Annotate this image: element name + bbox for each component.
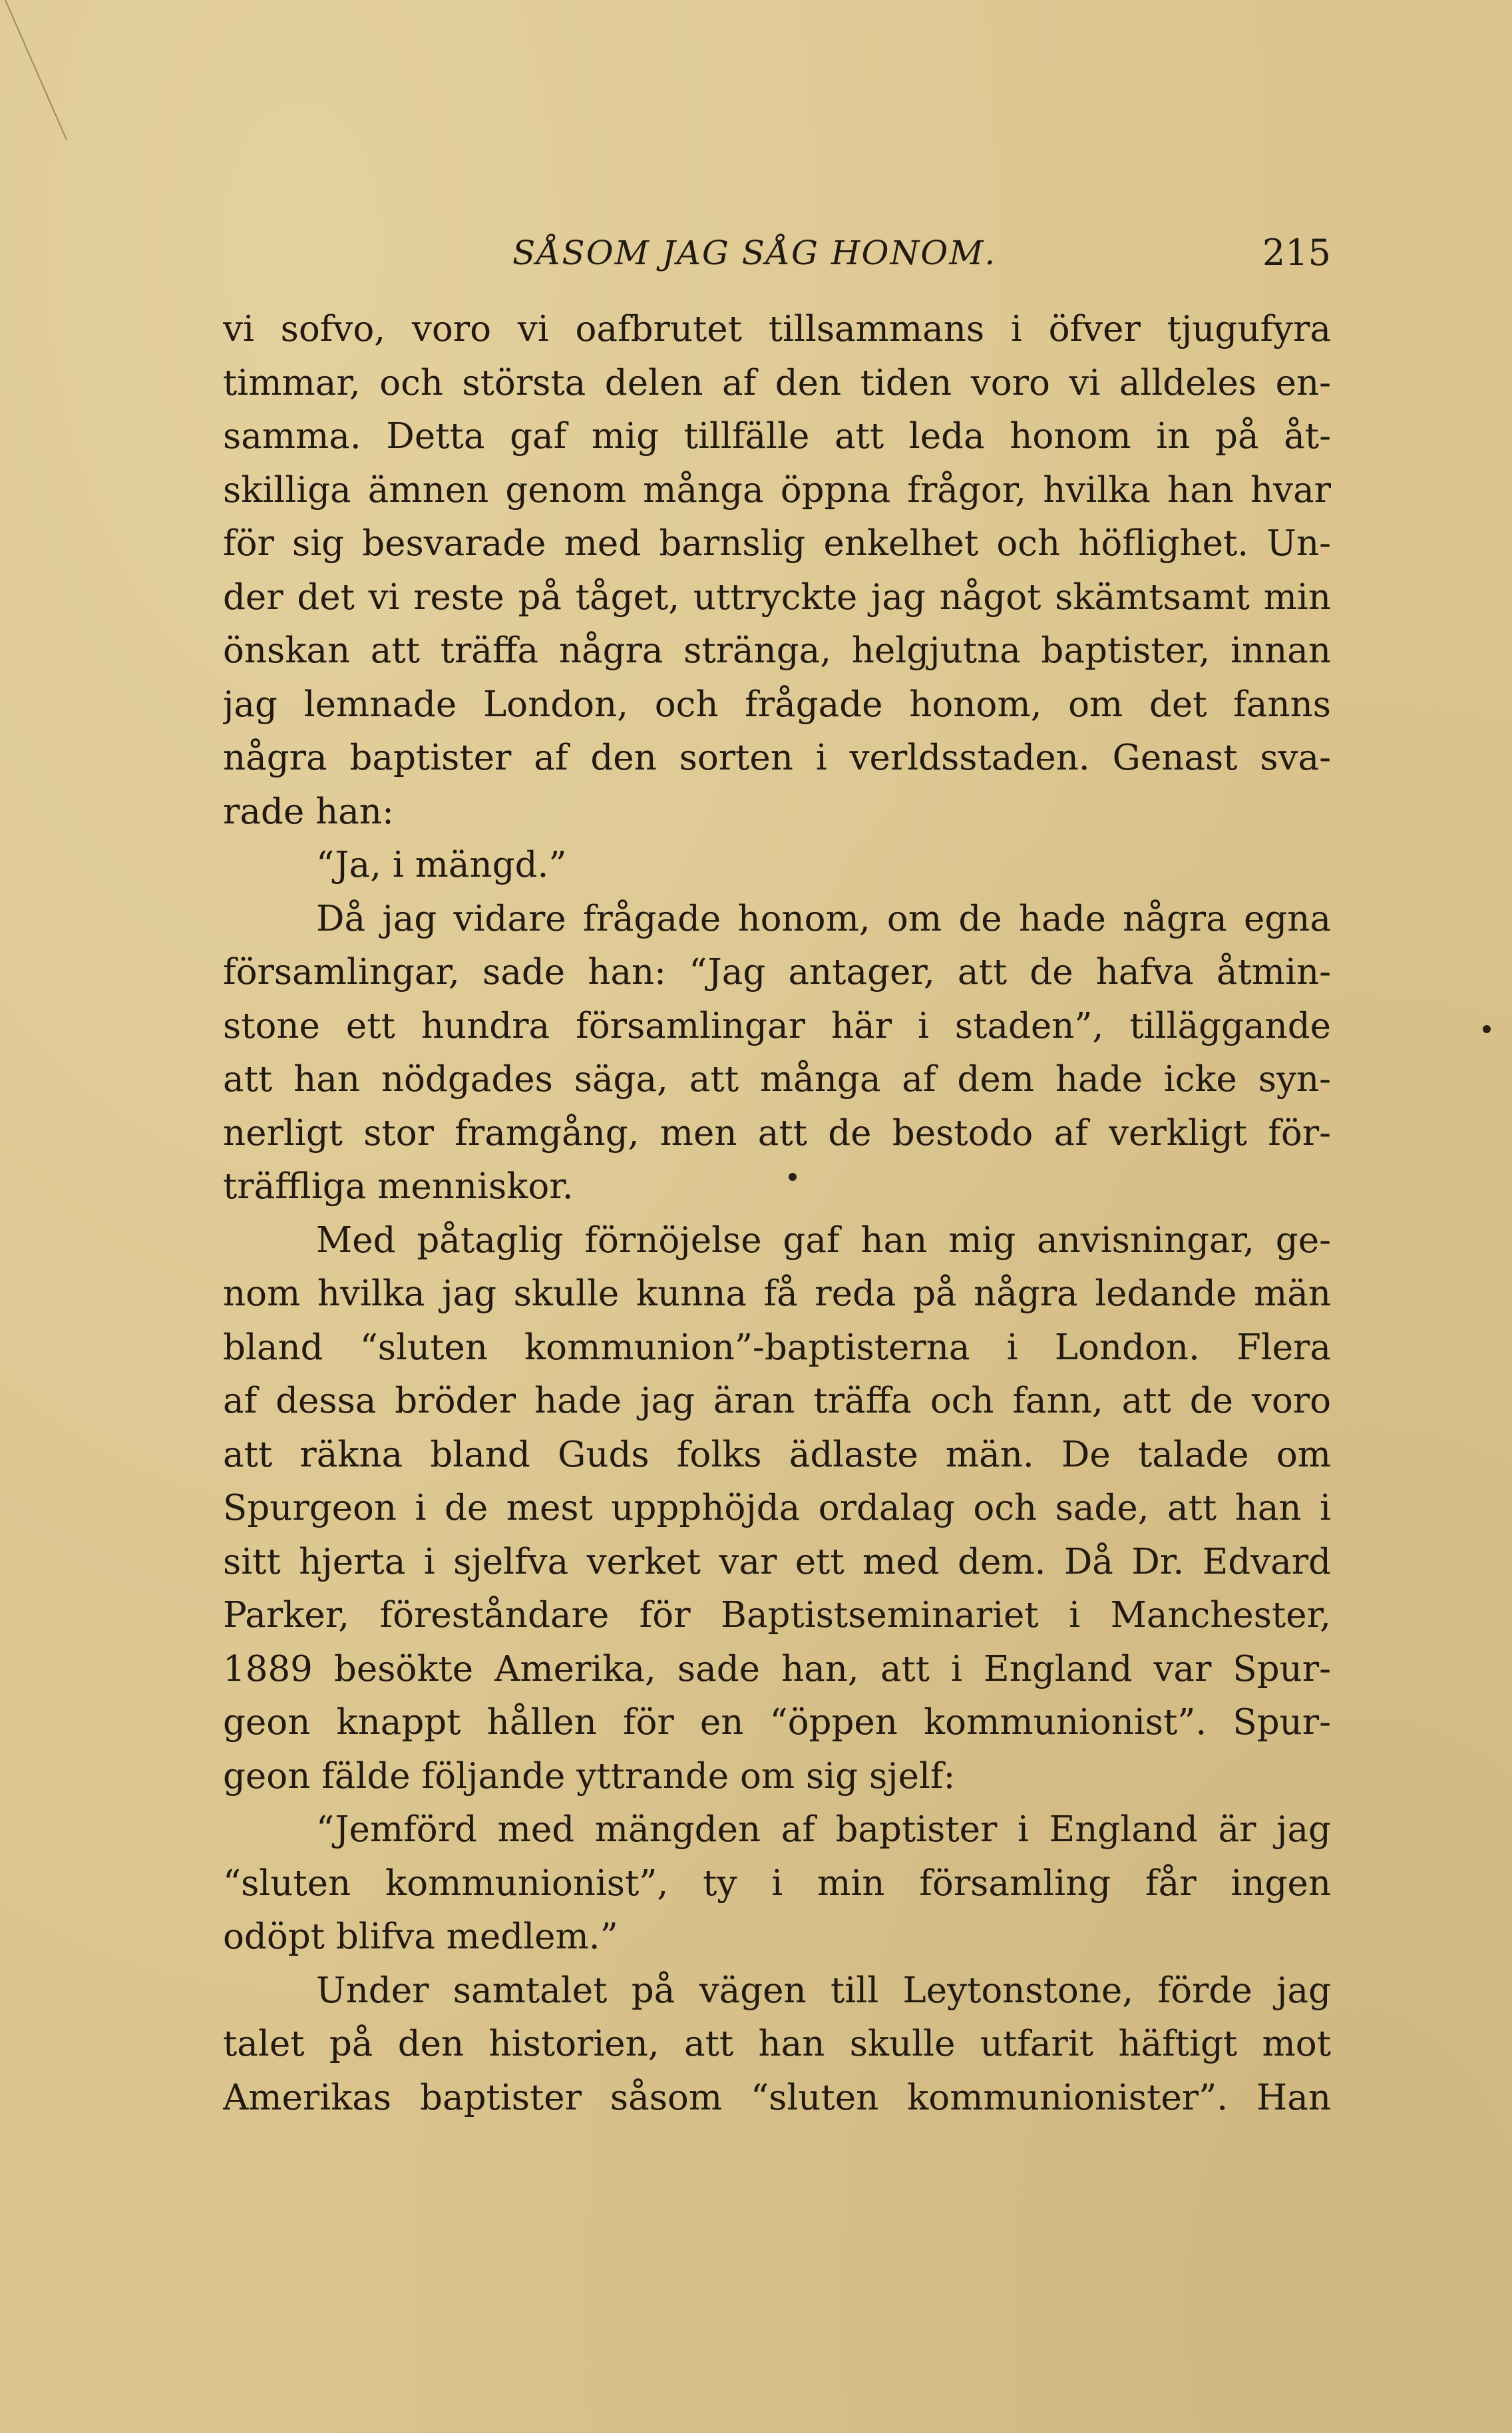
text-line: att räkna bland Guds folks ädlaste män. De talade om xyxy=(223,1434,1331,1475)
text-line: stone ett hundra församlingar här i staden”, tilläggande xyxy=(223,1005,1331,1046)
body-text xyxy=(223,303,1331,2125)
text-line: rade han: xyxy=(223,791,394,832)
text-line: jag lemnade London, och frågade honom, om det fanns xyxy=(223,684,1331,725)
text-line: geon knappt hållen för en “öppen kommunionist”. Spur- xyxy=(223,1702,1331,1743)
text-line: af dessa bröder hade jag äran träffa och fann, att de voro xyxy=(223,1381,1331,1421)
text-line: träffliga menniskor. xyxy=(223,1166,574,1207)
ink-speck xyxy=(789,1173,797,1181)
text-line: samma. Detta gaf mig tillfälle att leda honom in på åt- xyxy=(223,416,1331,457)
text-line: talet på den historien, att han skulle utfarit häftigt mot xyxy=(223,2024,1331,2064)
text-line: timmar, och största delen af den tiden voro vi alldeles en- xyxy=(223,362,1331,403)
text-line: bland “sluten kommunion”-baptisterna i London. Flera xyxy=(223,1327,1331,1368)
text-line: skilliga ämnen genom många öppna frågor, hvilka han hvar xyxy=(223,469,1331,511)
text-line: Under samtalet på vägen till Leytonstone, förde jag xyxy=(316,1970,1331,2011)
text-line: sitt hjerta i sjelfva verket var ett med dem. Då Dr. Edvard xyxy=(223,1541,1331,1582)
page-corner-crease xyxy=(0,0,80,146)
page-number: 215 xyxy=(1262,232,1331,274)
text-line: geon fälde följande yttrande om sig sjelf: xyxy=(223,1755,956,1797)
text-line: Med påtaglig förnöjelse gaf han mig anvisningar, ge- xyxy=(316,1219,1331,1261)
text-line: att han nödgades säga, att många af dem hade icke syn- xyxy=(223,1059,1331,1100)
text-line: några baptister af den sorten i verldsstaden. Genast sva- xyxy=(223,738,1331,778)
text-line: för sig besvarade med barnslig enkelhet och höflighet. Un- xyxy=(223,523,1331,564)
page-header xyxy=(223,226,1331,280)
text-line: önskan att träffa några stränga, helgjutna baptister, innan xyxy=(223,630,1331,671)
text-line: Parker, föreståndare för Baptistseminariet i Manchester, xyxy=(223,1595,1331,1636)
text-line: nerligt stor framgång, men att de bestodo af verkligt för- xyxy=(223,1112,1331,1154)
text-line: odöpt blifva medlem.” xyxy=(223,1916,618,1957)
text-line: der det vi reste på tåget, uttryckte jag något skämtsamt min xyxy=(223,576,1331,618)
ink-speck xyxy=(1483,1025,1491,1033)
text-line: “sluten kommunionist”, ty i min församling får ingen xyxy=(223,1863,1331,1904)
text-line: nom hvilka jag skulle kunna få reda på några ledande män xyxy=(223,1273,1331,1314)
text-line: “Ja, i mängd.” xyxy=(316,845,567,885)
text-line: församlingar, sade han: “Jag antager, att de hafva åtmin- xyxy=(223,952,1331,993)
running-title: SÅSOM JAG SÅG HONOM. xyxy=(512,234,997,272)
text-line: Amerikas baptister såsom “sluten kommunionister”. Han xyxy=(223,2077,1331,2118)
text-line: Då jag vidare frågade honom, om de hade några egna xyxy=(316,898,1331,939)
text-line: vi sofvo, voro vi oafbrutet tillsammans i öfver tjugufyra xyxy=(223,309,1331,349)
text-line: Spurgeon i de mest uppphöjda ordalag och sade, att han i xyxy=(223,1488,1331,1528)
text-line: “Jemförd med mängden af baptister i England är jag xyxy=(316,1809,1331,1850)
text-line: 1889 besökte Amerika, sade han, att i England var Spur- xyxy=(223,1648,1331,1689)
